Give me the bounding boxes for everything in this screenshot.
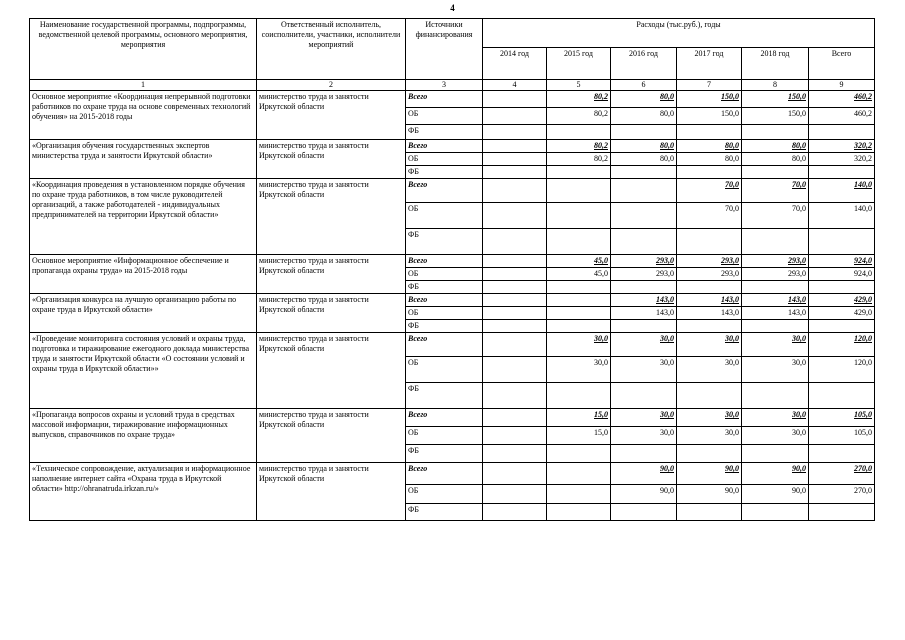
expense-value: 924,0 [809, 255, 875, 268]
funding-source: ОБ [406, 485, 483, 504]
expense-value [742, 320, 809, 333]
table-row [30, 91, 875, 108]
expense-value [483, 203, 547, 229]
expense-value [611, 281, 677, 294]
expense-value: 80,0 [742, 153, 809, 166]
column-number: 7 [677, 80, 742, 91]
column-number: 8 [742, 80, 809, 91]
expense-value: 45,0 [547, 255, 611, 268]
expense-value: 30,0 [677, 409, 742, 427]
expense-value [809, 320, 875, 333]
expense-value: 30,0 [611, 333, 677, 357]
table-row [30, 255, 875, 268]
funding-source: Всего [406, 333, 483, 357]
expense-value [677, 320, 742, 333]
expense-value [809, 229, 875, 255]
activity-name: «Организация обучения государственных экспертов министерства труда и занятости Иркутской области» [30, 140, 257, 179]
expense-value [483, 255, 547, 268]
expense-value [809, 383, 875, 409]
expense-value [547, 485, 611, 504]
expense-value [677, 445, 742, 463]
expense-value: 150,0 [742, 108, 809, 125]
expense-value [483, 91, 547, 108]
expense-value: 30,0 [742, 427, 809, 445]
expense-value [611, 383, 677, 409]
column-number: 5 [547, 80, 611, 91]
expenses-table [29, 18, 875, 521]
expense-value [547, 179, 611, 203]
expense-value: 80,0 [611, 140, 677, 153]
expense-value: 30,0 [611, 427, 677, 445]
expense-value: 460,2 [809, 108, 875, 125]
expense-value [742, 504, 809, 521]
funding-source: Всего [406, 294, 483, 307]
executor-name: министерство труда и занятости Иркутской области [257, 294, 406, 333]
expense-value [677, 166, 742, 179]
expense-value [611, 203, 677, 229]
executor-name: министерство труда и занятости Иркутской области [257, 463, 406, 521]
funding-source: ФБ [406, 229, 483, 255]
expense-value [611, 229, 677, 255]
expense-value [483, 409, 547, 427]
activity-name: «Пропаганда вопросов охраны и условий труда в средствах массовой информации, тиражирование информационных выпусков, справочников по охране труда» [30, 409, 257, 463]
funding-source: ОБ [406, 357, 483, 383]
header-year: 2018 год [742, 48, 809, 80]
expense-value [809, 166, 875, 179]
expense-value [483, 463, 547, 485]
expense-value: 143,0 [677, 294, 742, 307]
table-row [30, 333, 875, 357]
funding-source: Всего [406, 179, 483, 203]
expense-value: 460,2 [809, 91, 875, 108]
expense-value: 90,0 [611, 463, 677, 485]
expense-value: 70,0 [677, 179, 742, 203]
column-number: 1 [30, 80, 257, 91]
expense-value: 140,0 [809, 203, 875, 229]
expense-value [677, 383, 742, 409]
expense-value [483, 333, 547, 357]
header-year: 2015 год [547, 48, 611, 80]
expense-value: 140,0 [809, 179, 875, 203]
executor-name: министерство труда и занятости Иркутской области [257, 140, 406, 179]
expense-value [677, 229, 742, 255]
expense-value: 45,0 [547, 268, 611, 281]
funding-source: ФБ [406, 445, 483, 463]
expense-value: 30,0 [677, 427, 742, 445]
expense-value [483, 307, 547, 320]
expense-value: 30,0 [611, 357, 677, 383]
expense-value: 270,0 [809, 463, 875, 485]
expense-value [483, 153, 547, 166]
expense-value [483, 427, 547, 445]
expense-value: 293,0 [677, 268, 742, 281]
expense-value [742, 229, 809, 255]
executor-name: министерство труда и занятости Иркутской области [257, 91, 406, 140]
expense-value [547, 320, 611, 333]
expense-value: 80,2 [547, 153, 611, 166]
expense-value [483, 504, 547, 521]
funding-source: ОБ [406, 203, 483, 229]
expense-value [483, 281, 547, 294]
expense-value: 80,2 [547, 140, 611, 153]
header-source: Источники финансирования [406, 19, 483, 80]
funding-source: Всего [406, 409, 483, 427]
executor-name: министерство труда и занятости Иркутской области [257, 333, 406, 409]
expense-value: 30,0 [677, 333, 742, 357]
funding-source: ОБ [406, 268, 483, 281]
expense-value: 105,0 [809, 427, 875, 445]
funding-source: ФБ [406, 504, 483, 521]
expense-value [547, 463, 611, 485]
funding-source: ФБ [406, 125, 483, 140]
table-row [30, 140, 875, 153]
activity-name: «Организация конкурса на лучшую организацию работы по охране труда в Иркутской области» [30, 294, 257, 333]
expense-value [483, 320, 547, 333]
expense-value: 120,0 [809, 357, 875, 383]
expense-value: 70,0 [742, 179, 809, 203]
funding-source: Всего [406, 255, 483, 268]
expense-value [547, 203, 611, 229]
funding-source: Всего [406, 463, 483, 485]
expense-value: 90,0 [742, 485, 809, 504]
column-number: 2 [257, 80, 406, 91]
activity-name: «Координация проведения в установленном порядке обучения по охране труда работников, в том числе руководителей организаций, а также работодателей - индивидуальных предпринимателей на территории Иркутской области» [30, 179, 257, 255]
expense-value [742, 383, 809, 409]
expense-value: 150,0 [742, 91, 809, 108]
expense-value [677, 281, 742, 294]
expense-value [483, 229, 547, 255]
expense-value: 293,0 [611, 255, 677, 268]
header-year: 2014 год [483, 48, 547, 80]
expense-value: 924,0 [809, 268, 875, 281]
expense-value: 80,2 [547, 91, 611, 108]
expense-value [677, 504, 742, 521]
expense-value: 15,0 [547, 409, 611, 427]
expense-value [483, 383, 547, 409]
executor-name: министерство труда и занятости Иркутской области [257, 179, 406, 255]
expense-value: 90,0 [677, 463, 742, 485]
funding-source: ФБ [406, 281, 483, 294]
funding-source: Всего [406, 140, 483, 153]
expense-value [677, 125, 742, 140]
table-row [30, 294, 875, 307]
column-number: 4 [483, 80, 547, 91]
funding-source: ОБ [406, 307, 483, 320]
expense-value: 80,0 [677, 153, 742, 166]
funding-source: ФБ [406, 320, 483, 333]
funding-source: Всего [406, 91, 483, 108]
header-year: 2016 год [611, 48, 677, 80]
expense-value [809, 281, 875, 294]
header-name: Наименование государственной программы, подпрограммы, ведомственной целевой программы, основного мероприятия, мероприятия [30, 19, 257, 80]
expense-value [547, 281, 611, 294]
expense-value [547, 125, 611, 140]
expense-value [483, 357, 547, 383]
expense-value: 90,0 [742, 463, 809, 485]
expense-value: 30,0 [742, 357, 809, 383]
expense-value [483, 140, 547, 153]
expense-value [547, 307, 611, 320]
expense-value: 143,0 [611, 307, 677, 320]
expense-value: 150,0 [677, 108, 742, 125]
expense-value: 150,0 [677, 91, 742, 108]
expense-value: 30,0 [677, 357, 742, 383]
expense-value [611, 504, 677, 521]
expense-value: 80,0 [611, 108, 677, 125]
expense-value: 30,0 [742, 333, 809, 357]
expense-value: 30,0 [547, 357, 611, 383]
expense-value: 320,2 [809, 140, 875, 153]
expense-value: 30,0 [547, 333, 611, 357]
expense-value: 70,0 [677, 203, 742, 229]
expense-value [611, 166, 677, 179]
expense-value [483, 179, 547, 203]
expense-value [611, 179, 677, 203]
expense-value [483, 485, 547, 504]
expense-value [547, 504, 611, 521]
executor-name: министерство труда и занятости Иркутской области [257, 255, 406, 294]
expense-value [809, 504, 875, 521]
header-expenses: Расходы (тыс.руб.), годы [483, 19, 875, 48]
expense-value: 15,0 [547, 427, 611, 445]
funding-source: ОБ [406, 108, 483, 125]
expense-value: 143,0 [677, 307, 742, 320]
executor-name: министерство труда и занятости Иркутской области [257, 409, 406, 463]
expense-value [611, 445, 677, 463]
funding-source: ОБ [406, 427, 483, 445]
expense-value [483, 294, 547, 307]
expense-value: 120,0 [809, 333, 875, 357]
expense-value: 105,0 [809, 409, 875, 427]
expense-value: 143,0 [611, 294, 677, 307]
expense-value: 429,0 [809, 294, 875, 307]
funding-source: ОБ [406, 153, 483, 166]
expense-value: 30,0 [742, 409, 809, 427]
expense-value [483, 166, 547, 179]
expense-value: 320,2 [809, 153, 875, 166]
expense-value [547, 229, 611, 255]
expense-value [547, 294, 611, 307]
activity-name: Основное мероприятие «Координация непрерывной подготовки работников по охране труда на основе современных технологий обучения» на 2015-2018 годы [30, 91, 257, 140]
activity-name: «Техническое сопровождение, актуализация и информационное наполнение интернет сайта «Охрана труда в Иркутской области» http://ohranatruda.irkzan.ru/» [30, 463, 257, 521]
table-row [30, 409, 875, 427]
expense-value [742, 445, 809, 463]
expense-value [742, 125, 809, 140]
expense-value: 80,0 [611, 153, 677, 166]
column-number: 3 [406, 80, 483, 91]
expense-value [547, 383, 611, 409]
page-number: 4 [450, 3, 455, 13]
expense-value: 293,0 [742, 255, 809, 268]
funding-source: ФБ [406, 383, 483, 409]
expense-value: 293,0 [742, 268, 809, 281]
expense-value [742, 281, 809, 294]
column-number: 9 [809, 80, 875, 91]
expense-value [547, 166, 611, 179]
header-year: 2017 год [677, 48, 742, 80]
expense-value: 30,0 [611, 409, 677, 427]
expense-value: 143,0 [742, 307, 809, 320]
table-row [30, 463, 875, 485]
expense-value: 293,0 [611, 268, 677, 281]
expense-value [809, 445, 875, 463]
expense-value: 70,0 [742, 203, 809, 229]
expense-value [742, 166, 809, 179]
expense-value: 293,0 [677, 255, 742, 268]
table-row [30, 179, 875, 203]
column-number: 6 [611, 80, 677, 91]
expense-value: 80,0 [611, 91, 677, 108]
expense-value: 90,0 [611, 485, 677, 504]
expense-value [547, 445, 611, 463]
expense-value [611, 320, 677, 333]
expense-value [483, 125, 547, 140]
activity-name: Основное мероприятие «Информационное обеспечение и пропаганда охраны труда» на 2015-2018 годы [30, 255, 257, 294]
activity-name: «Проведение мониторинга состояния условий и охраны труда, подготовка и тиражирование ежегодного доклада министерства труда и занятости Иркутской области «О состоянии условий и охраны труда в Иркутской области»» [30, 333, 257, 409]
expense-value [483, 268, 547, 281]
expense-value: 90,0 [677, 485, 742, 504]
expense-value [611, 125, 677, 140]
expense-value [809, 125, 875, 140]
expense-value [483, 445, 547, 463]
expense-value: 429,0 [809, 307, 875, 320]
expense-value: 143,0 [742, 294, 809, 307]
table-body [30, 91, 875, 521]
expense-value: 80,0 [677, 140, 742, 153]
expense-value: 270,0 [809, 485, 875, 504]
header-total: Всего [809, 48, 875, 80]
expense-value [483, 108, 547, 125]
header-executor: Ответственный исполнитель, соисполнители, участники, исполнители мероприятий [257, 19, 406, 80]
expense-value: 80,0 [742, 140, 809, 153]
expense-value: 80,2 [547, 108, 611, 125]
funding-source: ФБ [406, 166, 483, 179]
